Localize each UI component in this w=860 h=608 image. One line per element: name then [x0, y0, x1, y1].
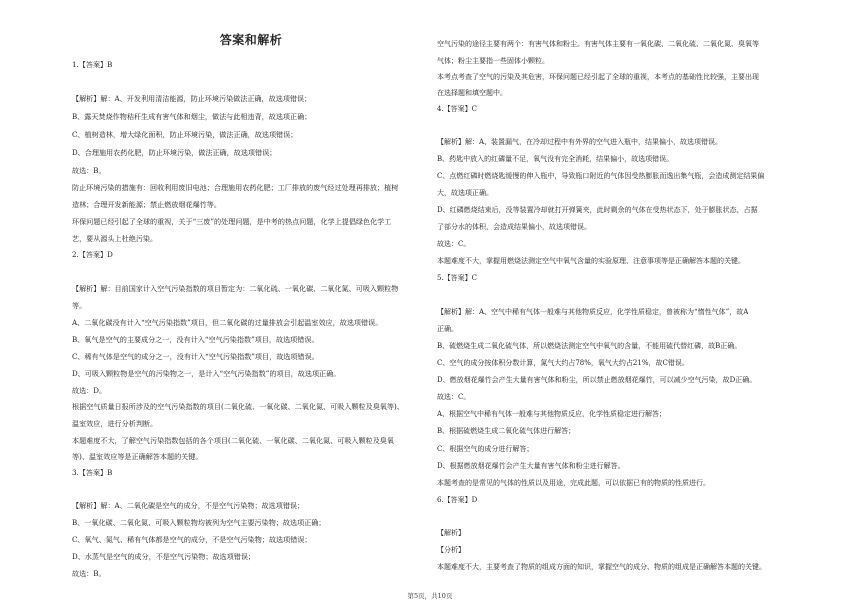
text-line: 本题考查的是常见的气体的性质以及用途，完成此题，可以依据已有的物质的性质进行。	[437, 479, 710, 487]
text-line: D、可吸入颗粒物是空气的污染物之一，是计入“空气污染指数”的项目，故选项正确。	[72, 369, 341, 378]
text-line: B、氧气是空气的主要成分之一，没有计入“空气污染指数”项目，故选项错误。	[72, 335, 319, 344]
text-line: 本题难度不大，掌握用燃烧法测定空气中氧气含量的实验原理、注意事项等是正确解答本题的关键。	[437, 257, 745, 265]
text-line: 在选择题和填空题中。	[437, 89, 507, 97]
text-line: B、一氧化碳、二氧化氮、可吸入颗粒物均被列为空气主要污染物；故选项正确；	[72, 518, 326, 527]
text-line: 5.【答案】C	[437, 274, 478, 282]
text-line: C、空气的成分按体积分数计算，氮气大约占78%，氧气大约占21%，故C错误。	[437, 359, 689, 367]
text-line: 【解析】	[437, 529, 465, 537]
text-line: B、根据硫燃烧生成二氧化硫气体进行解答；	[437, 427, 576, 435]
text-line: C、氧气、氮气、稀有气体都是空气的成分，不是空气污染物；故选项错误；	[72, 535, 312, 544]
text-line: 本题难度不大，了解空气污染指数包括的各个项目(二氧化硫、一氧化碳、二氧化氮、可吸入颗粒及臭氧	[72, 436, 394, 445]
text-line: C、植树造林，增大绿化面积，防止环境污染，做法正确，故选项错误；	[72, 130, 298, 139]
text-line: D、水蒸气是空气的成分，不是空气污染物；故选项错误；	[72, 552, 256, 561]
text-line: B、硫燃烧生成二氧化硫气体，所以燃烧法测定空气中氧气的含量，不能用硫代替红磷，故B正确。	[437, 342, 742, 350]
text-line: 正确。	[437, 325, 458, 333]
text-line: 2.【答案】D	[72, 250, 113, 259]
text-line: 造林；合理开发新能源；禁止燃放烟花爆竹等。	[72, 200, 221, 209]
text-line: 根据空气质量日报所涉及的空气污染指数的项目(二氧化硫、一氧化碳、二氧化氮、可吸入颗粒及臭氧等)、	[72, 402, 404, 411]
text-line: 空气污染的途径主要有两个：有害气体和粉尘。有害气体主要有一氧化碳、二氧化硫、二氧化氮、臭氧等	[437, 40, 759, 48]
text-line: 本考点考查了空气的污染及其危害，环保问题已经引起了全球的重视，本考点的基础性比较强，主要出现	[437, 73, 759, 81]
text-line: 环保问题已经引起了全球的重视，关于“三废”的处理问题，是中考的热点问题，化学上提倡绿色化学工	[72, 217, 392, 226]
text-line: 故选：B。	[72, 569, 106, 578]
text-line: 防止环境污染的措施有：回收利用废旧电池；合理施用农药化肥；工厂排放的废气经过处理再排放；植树	[72, 183, 399, 192]
text-line: 【解析】解：A、空气中稀有气体一般难与其他物质反应，化学性质稳定，曾被称为“惰性气体”，故A	[437, 308, 749, 316]
text-line: C、点燃红磷时燃烧匙缓慢的伸入瓶中，导致瓶口附近的气体因受热膨胀而逸出集气瓶，会造成测定结果偏	[437, 172, 765, 180]
text-line: 本题难度不大，主要考查了物质的组成方面的知识，掌握空气的成分、物质的组成是正确解答本题的关键。	[437, 563, 766, 571]
text-line: 故选：B。	[72, 166, 106, 175]
page-title: 答案和解析	[219, 33, 283, 47]
text-line: D、燃放烟花爆竹会产生大量有害气体和粉尘，所以禁止燃放烟花爆竹，可以减少空气污染，故D正确。	[437, 376, 757, 384]
text-line: C、根据空气的成分进行解答；	[437, 445, 534, 453]
text-line: 等)、温室效应等是正确解答本题的关键。	[72, 452, 203, 461]
text-line: 温室效应，进行分析判断。	[72, 419, 158, 428]
text-line: 艺，要从源头上杜绝污染。	[72, 234, 158, 243]
text-line: 故选：C。	[437, 240, 471, 248]
text-line: 【解析】解：A、开发利用清洁能源，防止环境污染做法正确，故选项错误；	[72, 94, 312, 103]
text-line: 大，故选项正确。	[437, 189, 493, 197]
text-line: 1.【答案】B	[72, 60, 113, 69]
text-line: A、根据空气中稀有气体一般难与其他物质反应，化学性质稳定进行解答；	[437, 410, 667, 418]
text-line: B、露天焚烧作物秸秆生成有害气体和烟尘，做法与此相违背，故选项正确；	[72, 112, 312, 121]
page-footer: 第5页，共10页	[407, 592, 453, 600]
text-line: D、根据燃放烟花爆竹会产生大量有害气体和粉尘进行解答。	[437, 462, 625, 470]
text-line: 等。	[72, 301, 87, 310]
text-line: 【解析】解：A、装置漏气，在冷却过程中有外界的空气进入瓶中，结果偏小，故选项错误。	[437, 138, 723, 146]
text-line: C、稀有气体是空气的成分之一，没有计入“空气污染指数”项目，故选项错误。	[72, 352, 319, 361]
text-line: 故选：D。	[72, 386, 107, 395]
text-line: 6.【答案】D	[437, 496, 478, 504]
text-line: A、二氧化碳没有计入“空气污染指数”项目，但二氧化碳的过量排放会引起温室效应，故选项错误。	[72, 318, 383, 327]
text-line: 故选：C。	[437, 393, 471, 401]
text-line: 【解析】解：A、二氧化碳是空气的成分，不是空气污染物；故选项错误；	[72, 501, 305, 510]
text-line: 【解析】解：目前国家计入空气污染指数的项目暂定为：二氧化硫、一氧化碳、二氧化氮、可吸入颗粒物	[72, 284, 399, 293]
text-line: 了部分水的体积，会造成结果偏小，故选项错误。	[437, 223, 591, 231]
text-line: D、红磷燃烧结束后，没等装置冷却就打开弹簧夹，此时剩余的气体在受热状态下，处于膨胀状态，占据	[437, 206, 758, 214]
text-line: 3.【答案】B	[72, 468, 113, 477]
text-line: 【分析】	[437, 546, 465, 554]
text-line: D、合理施用农药化肥，防止环境污染，做法正确，故选项错误；	[72, 148, 277, 157]
text-line: 气体；粉尘主要指一些固体小颗粒。	[437, 57, 549, 65]
text-line: B、药匙中放入的红磷量不足，氧气没有完全消耗，结果偏小，故选项错误。	[437, 155, 674, 163]
text-line: 4.【答案】C	[437, 105, 478, 113]
